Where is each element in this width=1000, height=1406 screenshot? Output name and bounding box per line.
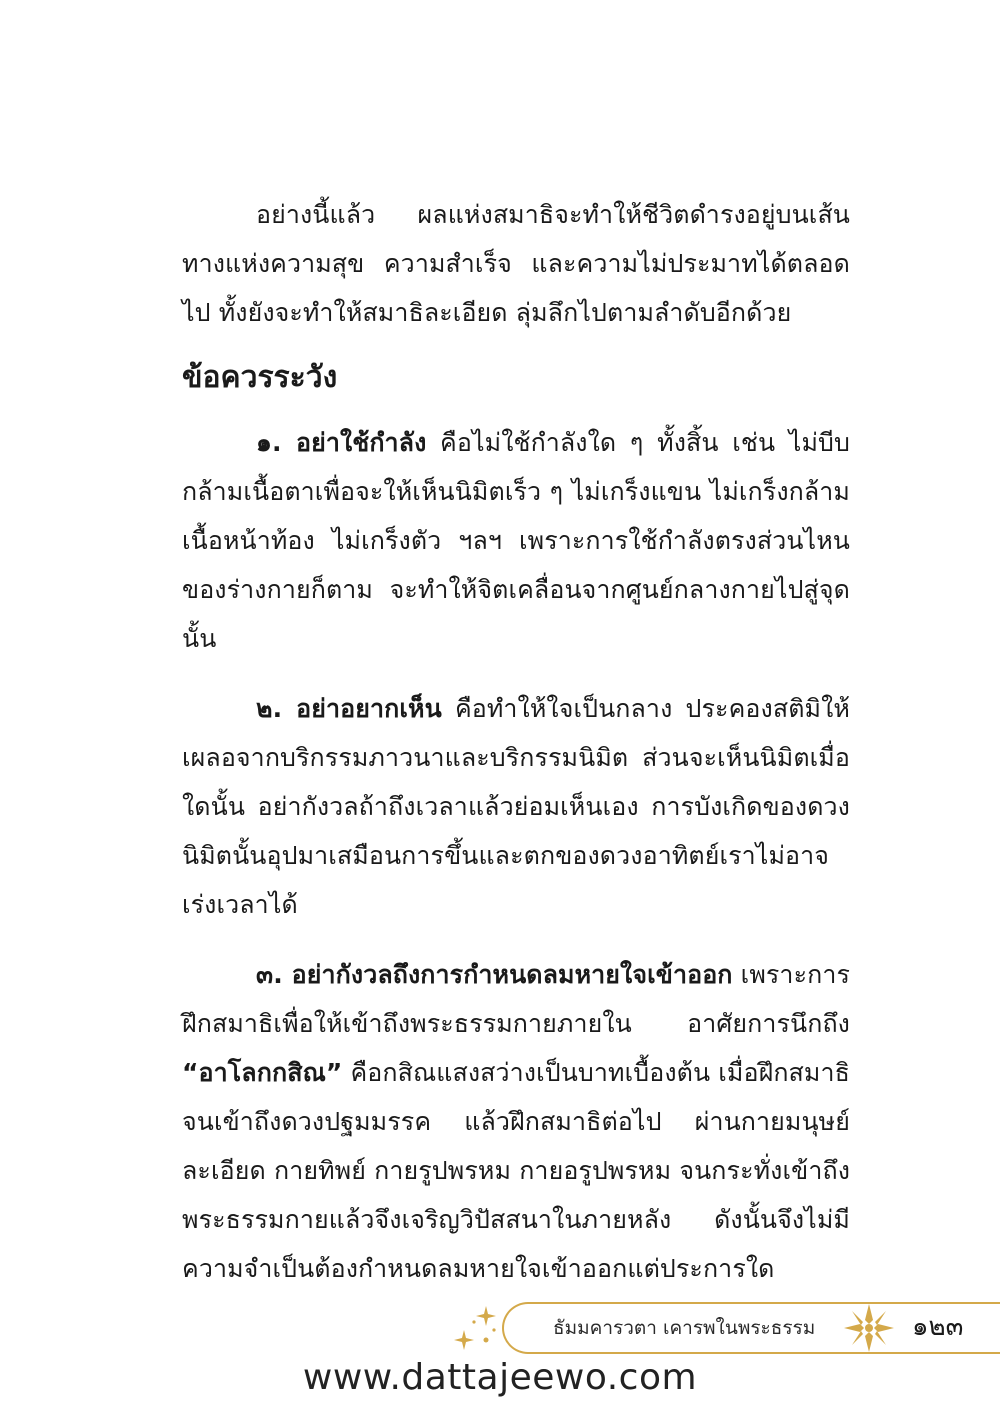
gold-flower-ornament-icon [838, 1300, 900, 1356]
caution-item-1-lead: ๑. อย่าใช้กำลัง [256, 428, 427, 457]
section-heading: ข้อควรระวัง [182, 360, 338, 395]
page-number: ๑๒๓ [912, 1312, 964, 1342]
footer-book-title: ธัมมคารวตา เคารพในพระธรรม [553, 1317, 816, 1339]
caution-item-3-lead: ๓. อย่ากังวลถึงการกำหนดลมหายใจเข้าออก [256, 960, 733, 989]
caution-item-1 [182, 418, 850, 663]
page-body [182, 190, 850, 1314]
gold-ornament-icon [450, 1300, 500, 1356]
website-url: www.dattajeewo.com [302, 1357, 698, 1398]
intro-paragraph: อย่างนี้แล้ว ผลแห่งสมาธิจะทำให้ชีวิตดำรงอยู่บนเส้นทางแห่งความสุข ความสำเร็จ และความไม่ประมาทได้ตลอดไป ทั้งยังจะทำให้สมาธิละเอียด ลุ่มลึกไปตามลำดับอีกด้วย [182, 200, 850, 327]
caution-item-3-text-before: เพราะการฝึกสมาธิเพื่อให้เข้าถึงพระธรรมกายภายใน อาศัยการนึกถึง [182, 960, 851, 1038]
caution-item-1-text: คือไม่ใช้กำลังใด ๆ ทั้งสิ้น เช่น ไม่บีบกล้ามเนื้อตาเพื่อจะให้เห็นนิมิตเร็ว ๆ ไม่เกร็งแขน ไม่เกร็งกล้ามเนื้อหน้าท้อง ไม่เกร็งตัว ฯลฯ เพราะการใช้กำลังตรงส่วนไหนของร่างกายก็ตาม จะทำให้จิตเคลื่อนจากศูนย์กลางกายไปสู่จุดนั้น [182, 428, 850, 653]
caution-item-2-text: คือทำให้ใจเป็นกลาง ประคองสติมิให้เผลอจากบริกรรมภาวนาและบริกรรมนิมิต ส่วนจะเห็นนิมิตเมื่อใดนั้น อย่ากังวลถ้าถึงเวลาแล้วย่อมเห็นเอง การบังเกิดของดวงนิมิตนั้นอุปมาเสมือนการขึ้นและตกของดวงอาทิตย์เราไม่อาจเร่งเวลาได้ [182, 694, 850, 919]
caution-item-3-quoted-term: “อาโลกกสิณ” [182, 1058, 343, 1087]
caution-item-3 [182, 950, 850, 1293]
caution-item-2-lead: ๒. อย่าอยากเห็น [256, 694, 442, 723]
caution-item-3-text-after: คือกสิณแสงสว่างเป็นบาทเบื้องต้น เมื่อฝึกสมาธิจนเข้าถึงดวงปฐมมรรค แล้วฝึกสมาธิต่อไป ผ่านกายมนุษย์ละเอียด กายทิพย์ กายรูปพรหม กายอรูปพรหม จนกระทั่งเข้าถึงพระธรรมกายแล้วจึงเจริญวิปัสสนาในภายหลัง ดังนั้นจึงไม่มีความจำเป็นต้องกำหนดลมหายใจเข้าออกแต่ประการใด [182, 1058, 850, 1283]
caution-item-2 [182, 684, 850, 929]
